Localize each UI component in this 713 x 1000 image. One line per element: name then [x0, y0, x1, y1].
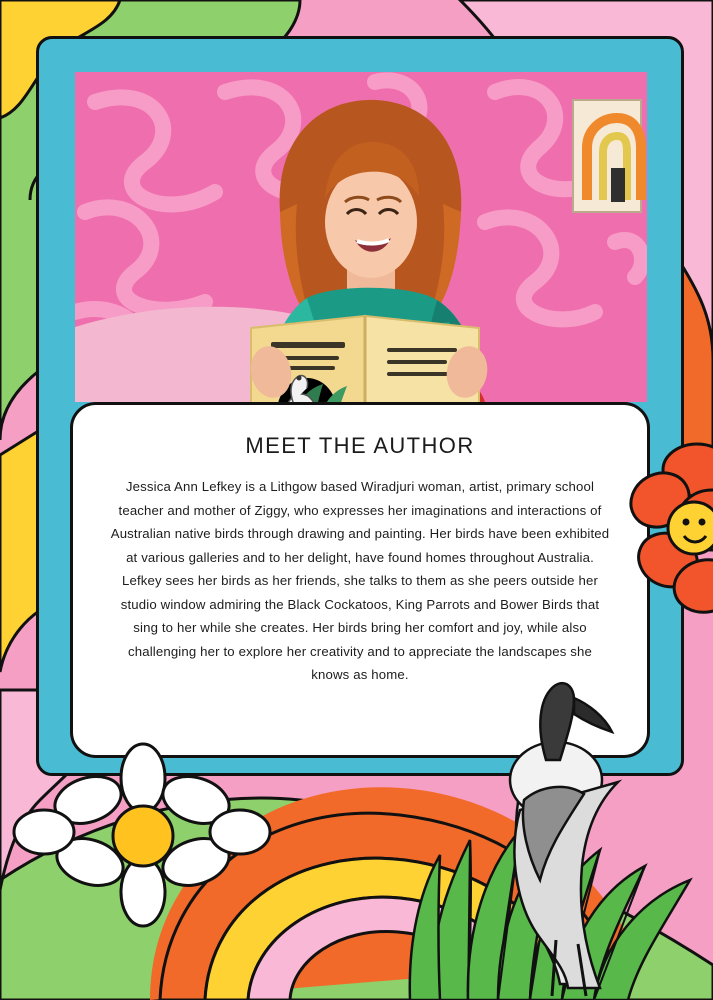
author-photo: [75, 72, 647, 402]
author-bio-text: Jessica Ann Lefkey is a Lithgow based Wiradjuri woman, artist, primary school teacher and mother of Ziggy, who expresses her imaginations and interactions of Australian native birds through drawing and painting. Her birds have been exhibited at various galleries and to her delight, have found homes throughout Australia. Lefkey sees her birds as her friends, she talks to them as she peers outside her studio window admiring the Black Cockatoos, King Parrots and Bower Birds that sing to her while she creates. Her birds bring her comfort and joy, while also challenging her to explore her creativity and to appreciate the landscapes she knows as home.: [110, 479, 610, 682]
meet-the-author-card: [70, 402, 650, 758]
author-photo-illustration: [75, 72, 647, 402]
page-title: MEET THE AUTHOR: [245, 433, 475, 458]
